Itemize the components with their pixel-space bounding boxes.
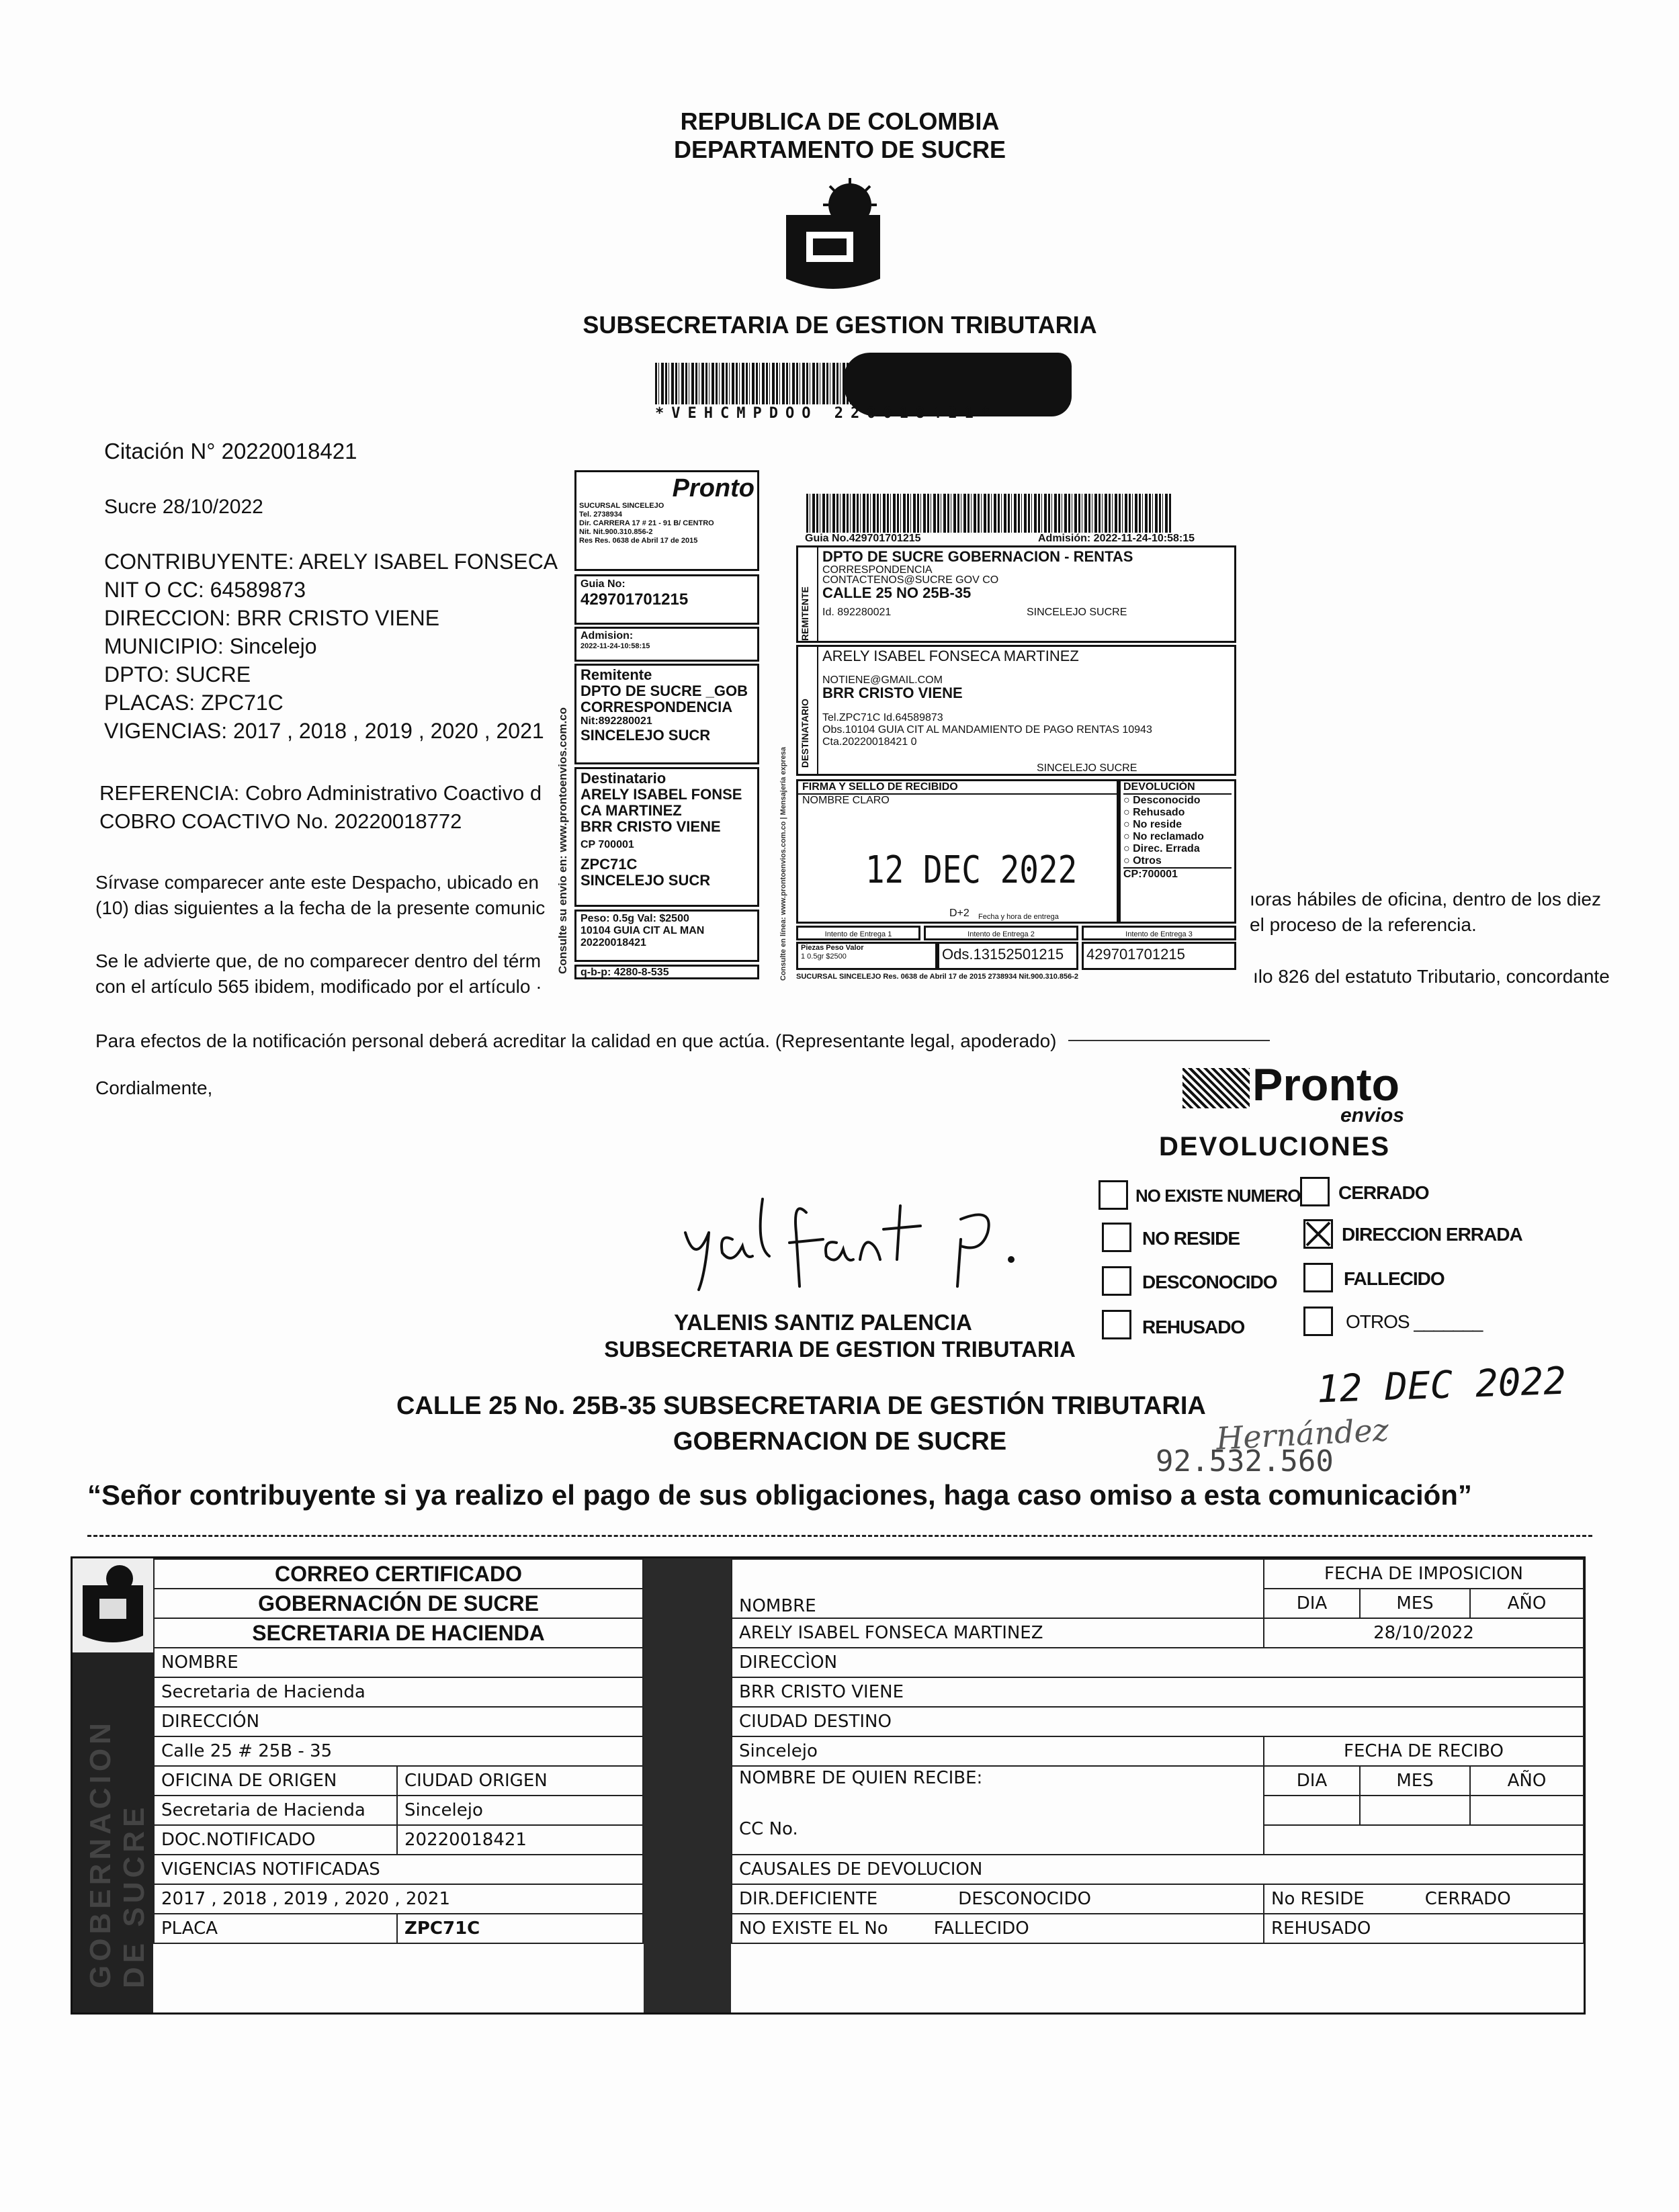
receipt-datetime-label: Fecha y hora de entrega — [978, 913, 1059, 921]
origin-office-label: OFICINA DE ORIGEN — [154, 1766, 397, 1796]
recipient-line1: ARELY ISABEL FONSE — [580, 786, 742, 803]
destination-city-label: CIUDAD DESTINO — [732, 1707, 1584, 1736]
label-cerrado: CERRADO — [1338, 1182, 1429, 1203]
form-right-table — [731, 1558, 1584, 1944]
receipt-month-value[interactable] — [1360, 1796, 1470, 1825]
receiver-block — [732, 1766, 1264, 1855]
attempt-1: Intento de Entrega 1 — [796, 926, 920, 940]
imposition-date-value: 28/10/2022 — [1264, 1618, 1584, 1648]
tax-years: VIGENCIAS: 2017 , 2018 , 2019 , 2020 , 2021 — [104, 719, 544, 743]
sender-divider — [817, 547, 818, 641]
cause-unknown: DESCONOCIDO — [958, 1889, 1091, 1909]
signer-title: SUBSECRETARIA DE GESTION TRIBUTARIA — [604, 1337, 1076, 1362]
branch-tel: Tel. 2738934 — [579, 511, 623, 519]
receiver-id-label: CC No. — [739, 1819, 798, 1839]
taxpayer-municipality: MUNICIPIO: Sincelejo — [104, 634, 317, 658]
recipient-panel-address: BRR CRISTO VIENE — [822, 684, 963, 701]
checkbox-no-existe[interactable] — [1099, 1180, 1128, 1210]
reference-block — [99, 779, 542, 836]
recipient-label: Destinatario — [580, 770, 666, 787]
recipient-panel-cta: Cta.20220018421 0 — [822, 736, 917, 748]
guide-number: 429701701215 — [580, 590, 689, 609]
sender-name-value: Secretaria de Hacienda — [154, 1677, 643, 1707]
admission-value: 2022-11-24-10:58:15 — [580, 642, 650, 650]
vehicle-plates: PLACAS: ZPC71C — [104, 691, 284, 715]
sender-box — [574, 664, 759, 764]
handwritten-signature — [679, 1192, 1055, 1293]
pieces-values: 1 0.5gr $2500 — [801, 953, 847, 961]
recipient-address-label: DIRECCÌON — [732, 1648, 1584, 1677]
receipt-date-stamp: 12 DEC 2022 — [865, 848, 1078, 892]
pronto-logo-pattern-icon — [1182, 1068, 1250, 1108]
return-causes-row1 — [732, 1884, 1264, 1914]
branch-name: SUCURSAL SINCELEJO — [579, 502, 664, 510]
signer-name: YALENIS SANTIZ PALENCIA — [674, 1310, 972, 1335]
barcode-text: *VEHCMPDOO 220018421* — [655, 405, 998, 422]
weight-value: Peso: 0.5g Val: $2500 — [580, 913, 689, 924]
cause-refused: REHUSADO — [1271, 1918, 1371, 1939]
form-left-watermark: GOBERNACION DE SUCRE — [84, 1719, 150, 1988]
header-subsecretaria: SUBSECRETARIA DE GESTION TRIBUTARIA — [583, 311, 1097, 339]
return-opt-0: ○ Desconocido — [1123, 795, 1201, 806]
cause-closed: CERRADO — [1424, 1889, 1511, 1909]
sender-label: Remitente — [580, 666, 652, 683]
checkbox-cerrado[interactable] — [1300, 1177, 1330, 1206]
payment-notice: “Señor contribuyente si ya realizo el pago de sus obligaciones, haga caso omiso a esta comunicación” — [87, 1479, 1472, 1511]
recipient-panel-email: NOTIENE@GMAIL.COM — [822, 674, 943, 686]
paragraph-1-right-line1: ıoras hábiles de oficina, dentro de los diez — [1250, 889, 1601, 910]
receipt-day-label: DIA — [1264, 1766, 1360, 1796]
label-desconocido: DESCONOCIDO — [1142, 1272, 1277, 1292]
notified-doc-label: DOC.NOTIFICADO — [154, 1825, 397, 1855]
qbp-code: q-b-p: 4280-8-535 — [580, 967, 669, 978]
paragraph-2-line1: Se le advierte que, de no comparecer dentro del térm — [95, 950, 542, 971]
receipt-year-value[interactable] — [1470, 1796, 1584, 1825]
office-address: CALLE 25 No. 25B-35 SUBSECRETARIA DE GESTIÓN TRIBUTARIA — [396, 1392, 1206, 1420]
label-side-text: Consulte su envio en: www.prontoenvios.com.co — [556, 707, 569, 974]
tax-years-value: 2017 , 2018 , 2019 , 2020 , 2021 — [154, 1884, 643, 1914]
recipient-postal-code: CP 700001 — [580, 839, 634, 850]
admission-box — [574, 627, 759, 662]
sender-line1: DPTO DE SUCRE _GOB — [580, 682, 748, 699]
recipient-box — [574, 767, 759, 907]
receipt-blank — [1264, 1825, 1584, 1855]
cause-deceased: FALLECIDO — [933, 1918, 1029, 1939]
checkbox-otros[interactable] — [1303, 1307, 1333, 1336]
observation: 10104 GUIA CIT AL MAN — [580, 925, 705, 936]
paragraph-2-line2: con el artículo 565 ibidem, modificado por el artículo · — [95, 976, 542, 997]
office-gobernacion: GOBERNACION DE SUCRE — [673, 1427, 1007, 1456]
checkbox-no-reside[interactable] — [1102, 1223, 1131, 1252]
sender-panel-id: Id. 892280021 — [822, 607, 892, 618]
returns-title: DEVOLUCIONES — [1159, 1132, 1391, 1161]
form-middle-strip — [644, 1558, 731, 2012]
guide-bottom-box — [1082, 942, 1236, 970]
form-title-2: GOBERNACIÓN DE SUCRE — [154, 1589, 643, 1618]
receipt-date-label: FECHA DE RECIBO — [1264, 1736, 1584, 1766]
return-opt-1: ○ Rehusado — [1123, 807, 1185, 818]
origin-city-value: Sincelejo — [397, 1796, 643, 1825]
sender-panel-line4: CALLE 25 NO 25B-35 — [822, 584, 972, 601]
checkbox-desconocido[interactable] — [1102, 1266, 1131, 1296]
return-causes-row2-right — [1264, 1914, 1584, 1943]
label-admission-header: Admisión: 2022-11-24-10:58:15 — [1038, 533, 1195, 544]
cut-line — [87, 1535, 1592, 1537]
qbp-box — [574, 965, 759, 979]
pieces-box — [796, 942, 937, 970]
taxpayer-address: DIRECCION: BRR CRISTO VIENE — [104, 606, 440, 630]
taxpayer-block — [104, 547, 558, 745]
sender-panel-line1: DPTO DE SUCRE GOBERNACION - RENTAS — [822, 548, 1133, 565]
return-opt-2: ○ No reside — [1123, 819, 1182, 830]
checkbox-fallecido[interactable] — [1303, 1263, 1333, 1292]
sender-panel-line2: CORRESPONDENCIA — [822, 564, 933, 576]
citacion-number: Citación N° 20220018421 — [104, 439, 357, 463]
notified-doc-value: 20220018421 — [397, 1825, 643, 1855]
closing: Cordialmente, — [95, 1077, 213, 1098]
paragraph-1-right-line2: el proceso de la referencia. — [1250, 914, 1477, 935]
checkbox-rehusado[interactable] — [1102, 1310, 1131, 1339]
return-opt-3: ○ No reclamado — [1123, 831, 1204, 842]
label-recipient-panel — [796, 645, 1236, 776]
sender-name-label: NOMBRE — [154, 1648, 643, 1677]
guide-number-box — [574, 574, 759, 625]
coat-of-arms-logo — [776, 178, 890, 296]
ods-box — [937, 942, 1078, 970]
label-otros: OTROS _______ — [1346, 1311, 1483, 1332]
guide-bottom-number: 429701701215 — [1086, 946, 1185, 963]
branch-nit: Nit. Nit.900.310.856-2 — [579, 528, 653, 536]
pronto-logo-sub: envios — [1340, 1104, 1404, 1126]
courier-handwritten-number: 92.532.560 — [1156, 1444, 1334, 1478]
recipient-panel-name: ARELY ISABEL FONSECA MARTINEZ — [822, 648, 1079, 664]
return-opt-4: ○ Direc. Errada — [1123, 843, 1200, 854]
tax-years-label: VIGENCIAS NOTIFICADAS — [154, 1855, 643, 1884]
recipient-divider — [817, 647, 818, 774]
label-barcode — [806, 494, 1172, 533]
paragraph-1-line1: Sírvase comparecer ante este Despacho, ubicado en — [95, 872, 539, 893]
branch-address: Dir. CARRERA 17 # 21 - 91 B/ CENTRO — [579, 519, 714, 527]
label-footer: SUCURSAL SINCELEJO Res. 0638 de Abril 17 de 2015 2738934 Nit.900.310.856-2 — [796, 973, 1079, 981]
paragraph-1-right — [1250, 887, 1601, 938]
guide-label: Guia No: — [580, 578, 626, 590]
returns-date-stamp: 12 DEC 2022 — [1316, 1359, 1567, 1412]
recipient-address-value: BRR CRISTO VIENE — [732, 1677, 1584, 1707]
header-country: REPUBLICA DE COLOMBIA — [680, 107, 1000, 135]
paragraph-3: Para efectos de la notificación personal deberá acreditar la calidad en que actúa. (Representante legal, apoderado) — [95, 1030, 1057, 1051]
form-left-table — [153, 1558, 644, 1944]
sender-panel-city: SINCELEJO SUCRE — [1027, 607, 1127, 618]
sender-panel-line3: CONTACTENOS@SUCRE GOV CO — [822, 574, 999, 586]
receipt-signature-title: FIRMA Y SELLO DE RECIBIDO — [798, 781, 1117, 795]
weight-box — [574, 910, 759, 962]
label-rehusado: REHUSADO — [1142, 1317, 1245, 1337]
label-side-text-2: Consulte en línea: www.prontoenvios.com.co | Mensajería expresa — [779, 746, 787, 981]
return-causes-label: CAUSALES DE DEVOLUCION — [732, 1855, 1584, 1884]
recipient-panel-obs: Obs.10104 GUIA CIT AL MANDAMIENTO DE PAGO RENTAS 10943 — [822, 724, 1152, 736]
label-sender-panel — [796, 545, 1236, 643]
label-no-existe: NO EXISTE NUMERO — [1135, 1186, 1301, 1206]
imposition-date-label: FECHA DE IMPOSICION — [1264, 1559, 1584, 1589]
observation-ref: 20220018421 — [580, 937, 646, 948]
letter-date: Sucre 28/10/2022 — [104, 496, 263, 518]
recipient-panel-tel: Tel.ZPC71C Id.64589873 — [822, 712, 943, 723]
return-causes-row1-right — [1264, 1884, 1584, 1914]
label-guide-header: Guia No.429701701215 — [805, 533, 921, 544]
sender-side-label: REMITENTE — [800, 586, 810, 641]
receipt-day-value[interactable] — [1264, 1796, 1360, 1825]
form-coat-of-arms-icon — [73, 1558, 153, 1652]
destination-city-value: Sincelejo — [732, 1736, 1264, 1766]
pronto-branch-box — [574, 470, 759, 571]
paragraph-2-right: ılo 826 del estatuto Tributario, concordante — [1253, 966, 1610, 987]
form-title-3: SECRETARIA DE HACIENDA — [154, 1618, 643, 1648]
divider-line — [1068, 1040, 1270, 1041]
label-no-reside: NO RESIDE — [1142, 1228, 1240, 1249]
pieces-header: Piezas Peso Valor — [801, 944, 864, 952]
sender-address-value: Calle 25 # 25B - 35 — [154, 1736, 643, 1766]
sender-city: SINCELEJO SUCR — [580, 727, 711, 744]
imposition-month-label: MES — [1360, 1589, 1470, 1618]
receipt-signature-box — [796, 779, 1119, 924]
recipient-side-label: DESTINATARIO — [800, 699, 810, 768]
paragraph-1-left — [95, 870, 545, 921]
reference-line1: REFERENCIA: Cobro Administrativo Coactivo d — [99, 781, 542, 805]
receipt-name-field: NOMBRE CLARO — [802, 795, 890, 806]
branch-res: Res Res. 0638 de Abril 17 de 2015 — [579, 537, 698, 545]
return-causes-row2 — [732, 1914, 1264, 1943]
pronto-returns-stamp — [1182, 1061, 1451, 1127]
return-box — [1119, 779, 1236, 924]
check-x-icon — [1305, 1221, 1331, 1247]
header-department: DEPARTAMENTO DE SUCRE — [673, 136, 1006, 163]
origin-office-value: Secretaria de Hacienda — [154, 1796, 397, 1825]
recipient-line2: CA MARTINEZ — [580, 802, 682, 819]
return-title: DEVOLUCIÓN — [1123, 781, 1232, 795]
imposition-day-label: DIA — [1264, 1589, 1360, 1618]
checkbox-direccion-errada[interactable] — [1303, 1219, 1333, 1249]
sender-line2: CORRESPONDENCIA — [580, 699, 733, 715]
paragraph-1-line2: (10) dias siguientes a la fecha de la presente comunic — [95, 897, 546, 918]
return-opt-5: ○ Otros — [1123, 855, 1162, 867]
taxpayer-id: NIT O CC: 64589873 — [104, 578, 306, 602]
recipient-city: SINCELEJO SUCR — [580, 872, 711, 889]
courier-handwritten-name: Hernández — [1215, 1411, 1390, 1457]
plate-value: ZPC71C — [397, 1914, 643, 1943]
label-fallecido: FALLECIDO — [1344, 1268, 1445, 1289]
sender-address-label: DIRECCIÓN — [154, 1707, 643, 1736]
recipient-plate: ZPC71C — [580, 856, 638, 873]
origin-city-label: CIUDAD ORIGEN — [397, 1766, 643, 1796]
sender-nit: Nit:892280021 — [580, 715, 652, 727]
plate-label: PLACA — [154, 1914, 397, 1943]
form-title-1: CORREO CERTIFICADO — [154, 1559, 643, 1589]
recipient-name-label: NOMBRE — [732, 1559, 1264, 1618]
attempt-2: Intento de Entrega 2 — [924, 926, 1078, 940]
pronto-logo-small: Pronto — [672, 474, 755, 502]
return-postal-code: CP:700001 — [1123, 867, 1232, 881]
pronto-logo-large: Pronto — [1252, 1059, 1400, 1110]
imposition-year-label: AÑO — [1470, 1589, 1584, 1618]
recipient-line3: BRR CRISTO VIENE — [580, 818, 721, 835]
ods-number: Ods.13152501215 — [942, 946, 1064, 963]
paragraph-2-left — [95, 948, 542, 1000]
receipt-d2: D+2 — [949, 908, 970, 919]
recipient-panel-city: SINCELEJO SUCRE — [1037, 762, 1137, 774]
recipient-name-value: ARELY ISABEL FONSECA MARTINEZ — [732, 1618, 1264, 1648]
taxpayer-department: DPTO: SUCRE — [104, 662, 251, 687]
receipt-year-label: AÑO — [1470, 1766, 1584, 1796]
attempt-3: Intento de Entrega 3 — [1082, 926, 1236, 940]
admission-label: Admision: — [580, 630, 634, 642]
receipt-month-label: MES — [1360, 1766, 1470, 1796]
reference-line2: COBRO COACTIVO No. 20220018772 — [99, 809, 462, 833]
cause-no-number: NO EXISTE EL No — [739, 1918, 888, 1939]
receiver-name-label: NOMBRE DE QUIEN RECIBE: — [739, 1768, 983, 1788]
label-direccion-errada: DIRECCION ERRADA — [1342, 1224, 1522, 1245]
taxpayer-name: CONTRIBUYENTE: ARELY ISABEL FONSECA — [104, 549, 558, 574]
cause-not-resident: No RESIDE — [1271, 1889, 1365, 1909]
cause-deficient-address: DIR.DEFICIENTE — [739, 1889, 878, 1909]
